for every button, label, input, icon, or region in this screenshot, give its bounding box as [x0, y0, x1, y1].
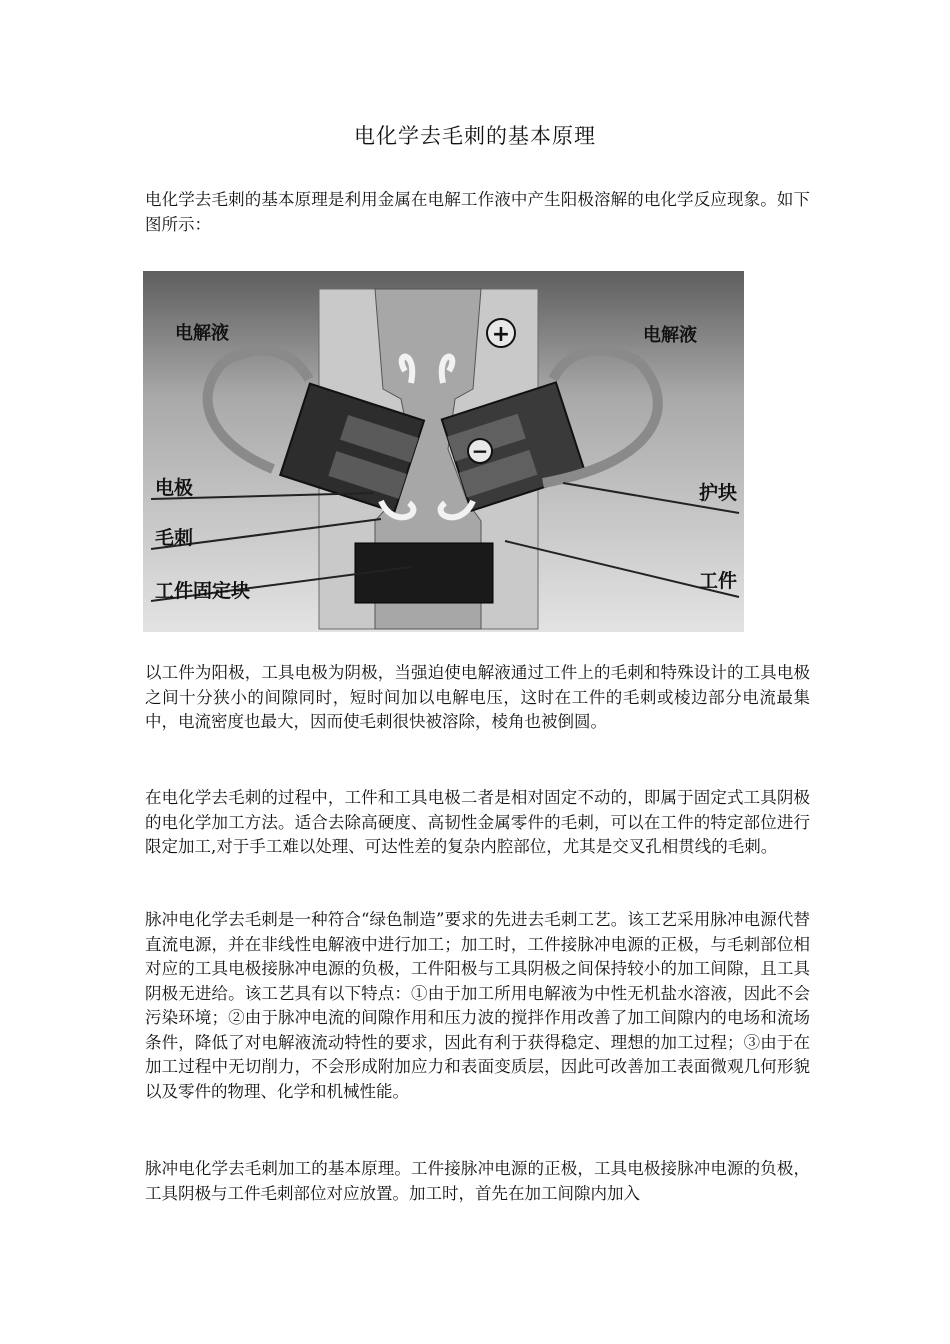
- paragraph-process: 在电化学去毛刺的过程中，工件和工具电极二者是相对固定不动的，即属于固定式工具阴极的电化学加工方法。适合去除高硬度、高韧性金属零件的毛刺，可以在工件的特定部位进行限定加工,对于手工难以处理、可达性差的复杂内腔部位，尤其是交叉孔相贯线的毛刺。: [145, 788, 810, 856]
- paragraph-principle: 以工件为阳极，工具电极为阴极，当强迫使电解液通过工件上的毛刺和特殊设计的工具电极之间十分狭小的间隙同时，短时间加以电解电压，这时在工件的毛刺或棱边部分电流最集中，电流密度也最大，因而使毛刺很快被溶除，棱角也被倒圆。: [145, 663, 810, 731]
- paragraph-pulse-principle: 脉冲电化学去毛刺加工的基本原理。工件接脉冲电源的正极，工具电极接脉冲电源的负极，工具阴极与工件毛刺部位对应放置。加工时，首先在加工间隙内加入: [145, 1159, 810, 1203]
- label-burr: 毛刺: [155, 527, 194, 549]
- label-guard: 护块: [699, 482, 738, 504]
- label-electrolyte-right: 电解液: [643, 325, 697, 346]
- label-electrolyte-left: 电解液: [175, 323, 229, 344]
- paragraph-pulse: 脉冲电化学去毛刺是一种符合“绿色制造”要求的先进去毛刺工艺。该工艺采用脉冲电源代替直流电源，并在非线性电解液中进行加工；加工时，工件接脉冲电源的正极，与毛刺部位相对应的工具电极接脉冲电源的负极，工件阳极与工具阴极之间保持较小的加工间隙，且工具阴极无进给。该工艺具有以下特点：①由于加工所用电解液为中性无机盐水溶液，因此不会污染环境；②由于脉冲电流的间隙作用和压力波的搅拌作用改善了加工间隙内的电场和流场条件，降低了对电解液流动特性的要求，因此有利于获得稳定、理想的加工过程；③由于在加工过程中无切削力，不会形成附加应力和表面变质层，因此可改善加工表面微观几何形貌以及零件的物理、化学和机械性能。: [145, 910, 810, 1101]
- label-fixture: 工件固定块: [155, 580, 251, 602]
- label-electrode: 电极: [155, 477, 194, 499]
- paragraph-intro: 电化学去毛刺的基本原理是利用金属在电解工作液中产生阳极溶解的电化学反应现象。如下图所示：: [145, 190, 810, 234]
- label-workpiece: 工件: [699, 570, 738, 592]
- minus-sign-label: −: [471, 439, 489, 463]
- fixture-block: [355, 543, 493, 603]
- principle-diagram: [143, 271, 744, 632]
- plus-sign-label: +: [491, 322, 511, 347]
- page-title: 电化学去毛刺的基本原理: [354, 124, 596, 148]
